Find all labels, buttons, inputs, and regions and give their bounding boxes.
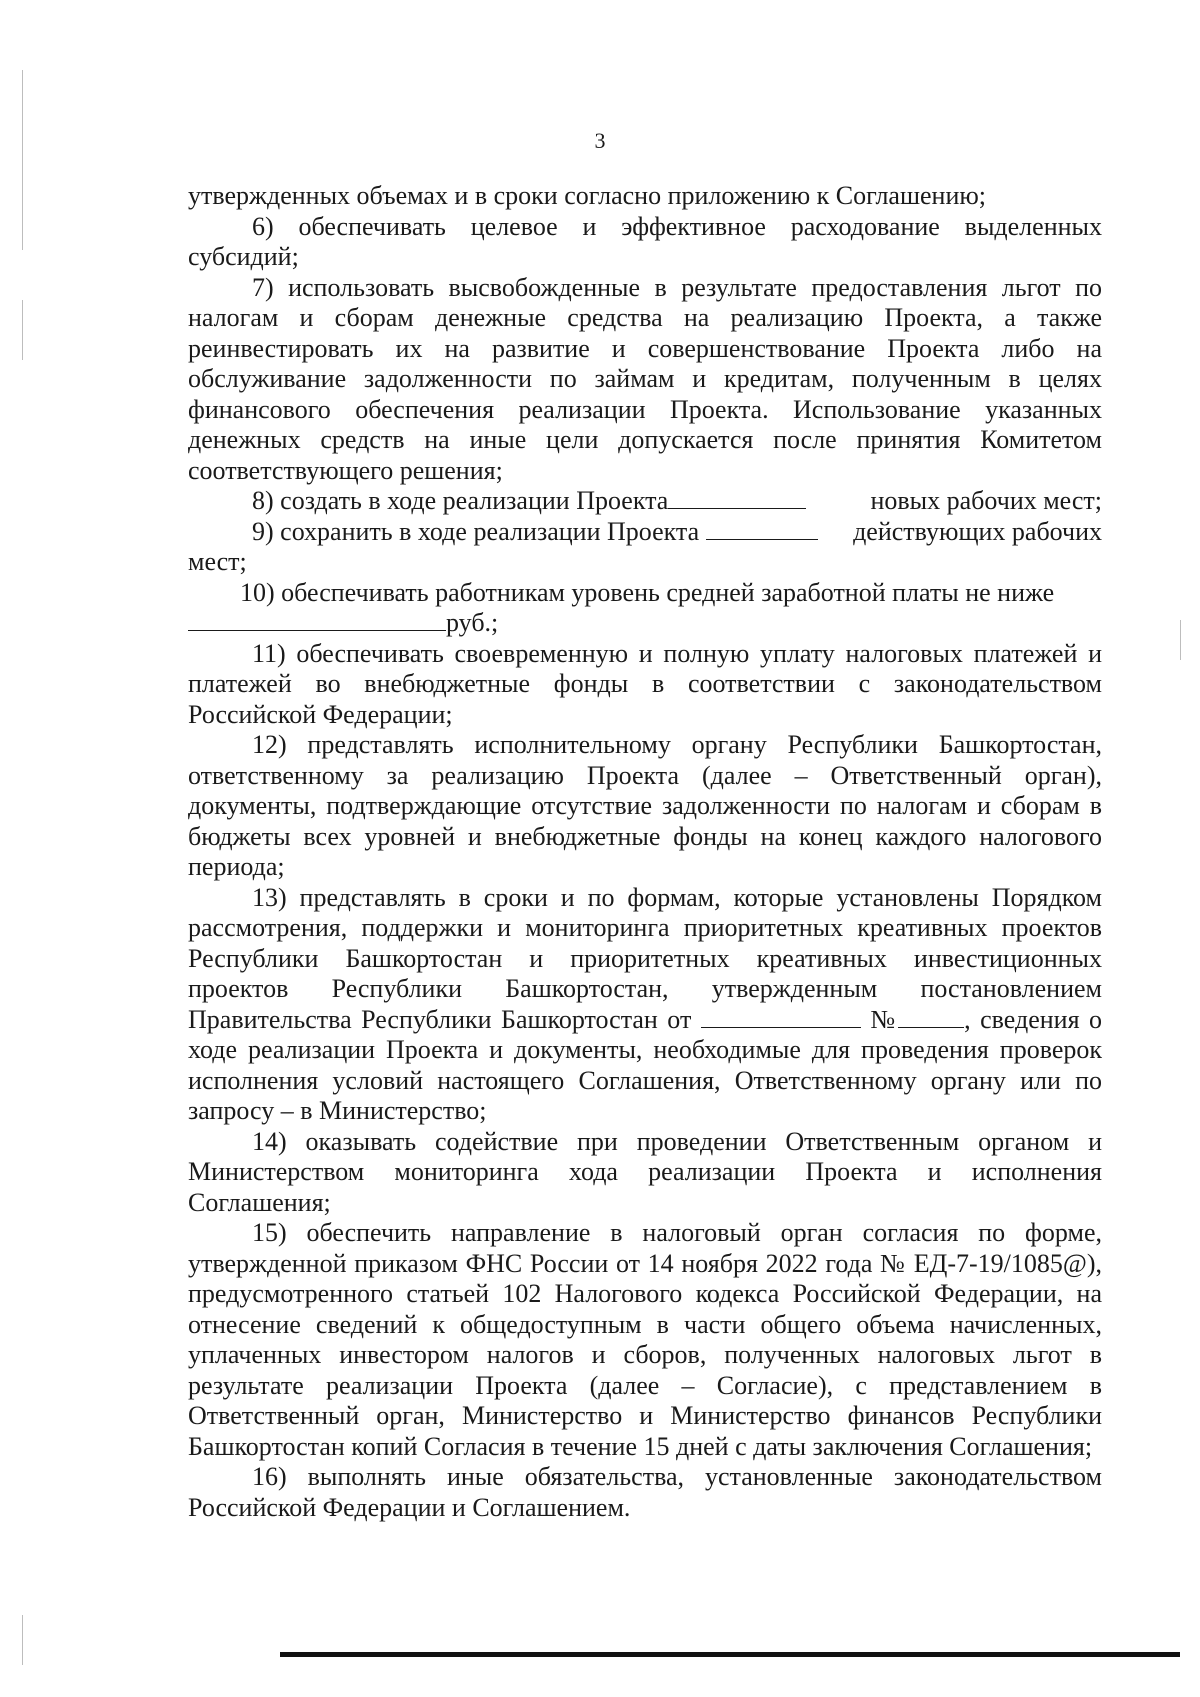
document-body: [188, 181, 1102, 1523]
paragraph-15: 15) обеспечить направление в налоговый орган согласия по форме, утвержденной приказом ФНС России от 14 ноября 2022 года № ЕД-7-19/1085@), предусмотренного статьей 102 Налогового кодекса Российской Федерации, на отнесение сведений к общедоступным в части общего объема начисленных, уплаченных инвестором налогов и сборов, полученных налоговых льгот в результате реализации Проекта (далее – Согласие), с представлением в Ответственный орган, Министерство и Министерство финансов Республики Башкортостан копий Согласия в течение 15 дней с даты заключения Соглашения;: [188, 1218, 1102, 1461]
scan-edge-left-mid: [22, 300, 23, 360]
paragraph-8-end: новых рабочих мест;: [870, 486, 1102, 515]
scan-edge-right: [1180, 620, 1181, 660]
paragraph-7: 7) использовать высвобожденные в результате предоставления льгот по налогам и сборам денежные средства на реализацию Проекта, а также реинвестировать их на развитие и совершенствование Проекта либо на обслуживание задолженности по займам и кредитам, полученным в целях финансового обеспечения реализации Проекта. Использование указанных денежных средств на иные цели допускается после принятия Комитетом соответствующего решения;: [188, 272, 1102, 485]
paragraph-10: [188, 578, 1102, 609]
paragraph-9-end: действующих рабочих: [853, 516, 1102, 546]
salary-blank: [188, 608, 446, 631]
existing-jobs-blank: [706, 517, 818, 540]
paragraph-13: [188, 883, 1102, 1127]
paragraph-8-text: 8) создать в ходе реализации Проекта: [252, 486, 669, 515]
scan-edge-left-top: [22, 70, 23, 250]
paragraph-16: 16) выполнять иные обязательства, установленные законодательством Российской Федерации и Соглашением.: [188, 1462, 1102, 1522]
decree-date-blank: [701, 1005, 861, 1028]
paragraph-12: 12) представлять исполнительному органу Республики Башкортостан, ответственному за реализацию Проекта (далее – Ответственный орган), документы, подтверждающие отсутствие задолженности по налогам и сборам в бюджеты всех уровней и внебюджетные фонды на конец каждого налогового периода;: [188, 730, 1102, 881]
paragraph-10-text: 10) обеспечивать работникам уровень средней заработной платы не ниже: [240, 577, 1055, 607]
paragraph-6: 6) обеспечивать целевое и эффективное расходование выделенных субсидий;: [188, 211, 1102, 271]
new-jobs-blank: [668, 486, 806, 509]
paragraph-14: 14) оказывать содействие при проведении Ответственным органом и Министерством мониторинга хода реализации Проекта и исполнения Соглашения;: [188, 1126, 1102, 1217]
paragraph-9: [188, 517, 1102, 548]
page-number: 3: [594, 128, 606, 153]
paragraph-9-text: 9) сохранить в ходе реализации Проекта: [252, 516, 700, 546]
decree-number-sign: №: [870, 1004, 899, 1034]
paragraph-10-end: руб.;: [446, 608, 499, 637]
paragraph-9-continuation: мест;: [188, 547, 247, 576]
scan-bottom-bar: [280, 1652, 1180, 1657]
paragraph-11: 11) обеспечивать своевременную и полную уплату налоговых платежей и платежей во внебюджетные фонды в соответствии с законодательством Российской Федерации;: [188, 638, 1102, 729]
paragraph-5-continuation: утвержденных объемах и в сроки согласно приложению к Соглашению;: [188, 181, 987, 210]
paragraph-13-text: 13) представлять в сроки и по формам, которые установлены Порядком рассмотрения, поддержки и мониторинга приоритетных креативных проектов Республики Башкортостан и приоритетных креативных инвестиционных проектов Республики Башкортостан, утвержденным постановлением Правительства Республики Башкортостан от: [188, 882, 1102, 1034]
scan-edge-left-bottom: [22, 1615, 23, 1665]
paragraph-8: [188, 486, 1102, 517]
paragraph-10-line2: [188, 608, 1102, 639]
paragraph-13-end: , сведения о ходе реализации Проекта и документы, необходимые для проведения проверок исполнения условий настоящего Соглашения, Ответственному органу или по запросу – в Министерство;: [188, 1004, 1103, 1125]
decree-number-blank: [898, 1005, 964, 1028]
